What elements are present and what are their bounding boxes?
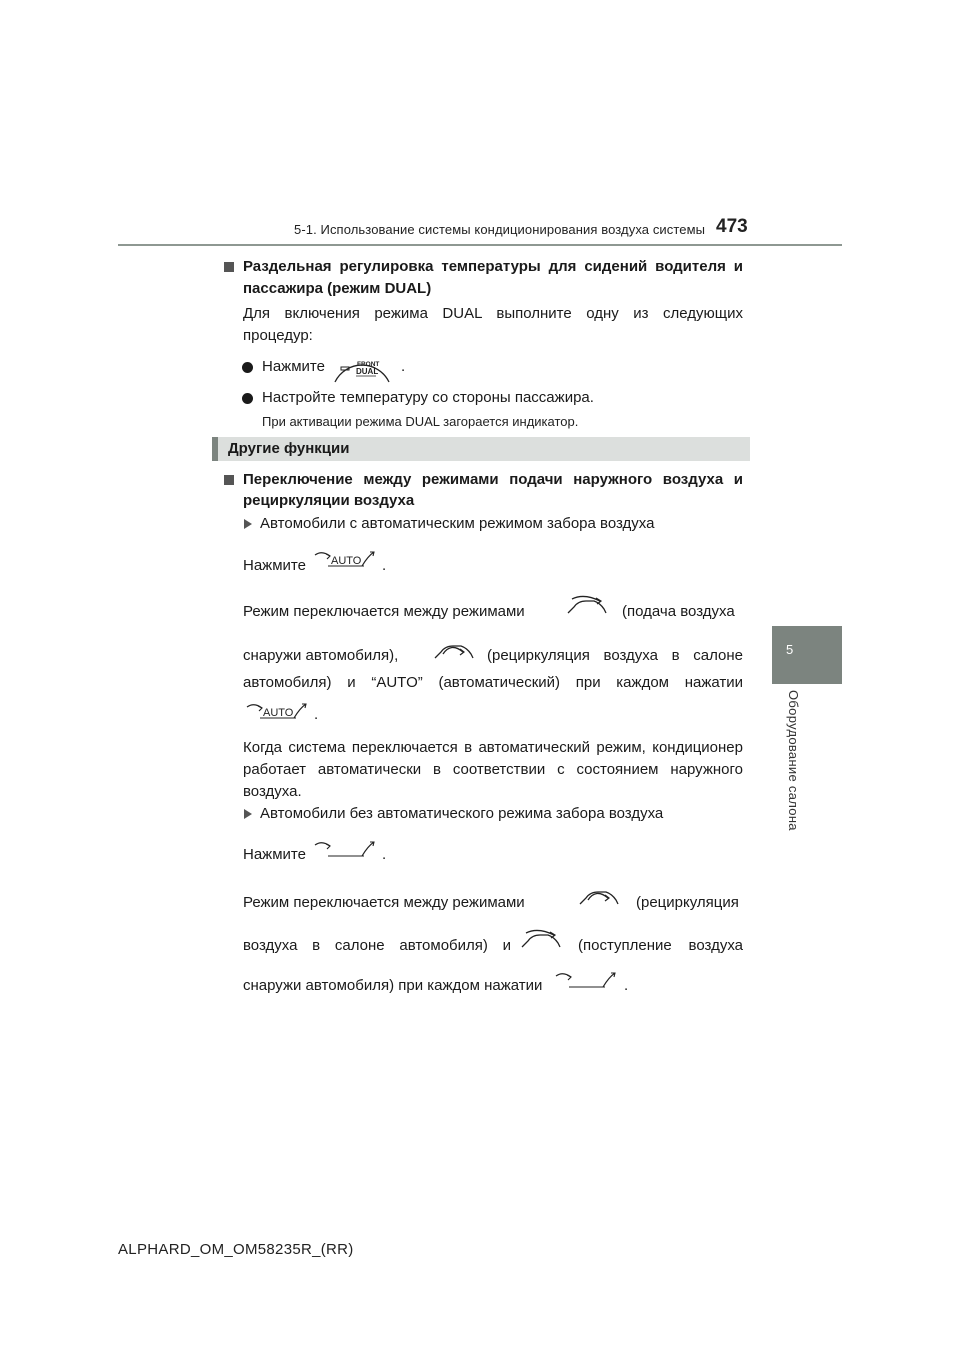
auto-p1-d: (рециркуляция воздуха в салоне <box>487 647 743 664</box>
auto-heading: Автомобили с автоматическим режимом забора воздуха <box>260 515 655 532</box>
auto-p2-line2: работает автоматически в соответствии с состоянием наружного <box>243 761 743 778</box>
auto-p1-e: автомобиля) и “AUTO” (автоматический) при каждом нажатии <box>243 674 743 691</box>
auto-air-button-icon <box>312 548 378 577</box>
auto-p1-c: снаружи автомобиля), <box>243 647 399 664</box>
dual-label: DUAL <box>356 367 379 376</box>
front-dual-button-icon <box>331 349 393 388</box>
page-number: 473 <box>716 216 748 237</box>
dual-note: При активации режима DUAL загорается индикатор. <box>262 414 579 429</box>
air-intake-button-icon <box>312 838 378 867</box>
dual-bullet1-period: . <box>401 358 406 375</box>
manual-p1-f: . <box>624 977 629 994</box>
section-square-marker <box>224 262 234 272</box>
bullet-dot <box>242 393 253 404</box>
dual-intro-line2: процедур: <box>243 327 313 344</box>
air-title-line2: рециркуляции воздуха <box>243 492 415 509</box>
section-title: 5-1. Использование системы кондиционирования воздуха системы <box>294 222 706 237</box>
dual-bullet2: Настройте температуру со стороны пассажира. <box>262 389 594 406</box>
dual-title-line1: Раздельная регулировка температуры для сидений водителя и <box>243 258 743 275</box>
manual-press-period: . <box>382 846 387 863</box>
air-intake-button-icon <box>553 969 619 998</box>
triangle-marker <box>244 809 252 819</box>
manual-p1-a: Режим переключается между режимами <box>243 894 525 911</box>
section-header-bar <box>212 437 750 461</box>
auto-p1-b: (подача воздуха <box>622 603 735 620</box>
dual-intro-line1: Для включения режима DUAL выполните одну из следующих <box>243 305 743 322</box>
outside-air-icon <box>566 591 608 626</box>
auto-label: AUTO <box>331 555 362 567</box>
bullet-dot <box>242 362 253 373</box>
auto-air-button-icon <box>244 700 310 729</box>
triangle-marker <box>244 519 252 529</box>
header-divider <box>118 244 842 246</box>
front-label: FRONT <box>357 361 380 368</box>
chapter-number: 5 <box>786 642 794 657</box>
dual-bullet1 <box>262 357 325 377</box>
air-title-line1: Переключение между режимами подачи наружного воздуха и <box>243 471 743 488</box>
section-square-marker <box>224 475 234 485</box>
press-label: Нажмите <box>262 358 325 375</box>
section-header-title: Другие функции <box>228 440 350 457</box>
manual-p1-c: воздуха в салоне автомобиля) и <box>243 937 511 954</box>
chapter-tab <box>772 626 842 684</box>
recirculation-icon <box>433 636 475 671</box>
auto-p2-line1: Когда система переключается в автоматический режим, кондиционер <box>243 739 743 756</box>
auto-press-prefix: Нажмите <box>243 557 306 574</box>
manual-press-prefix: Нажмите <box>243 846 306 863</box>
chapter-label: Оборудование салона <box>786 690 801 831</box>
auto-p1-a: Режим переключается между режимами <box>243 603 525 620</box>
outside-air-icon <box>520 925 562 960</box>
auto-press-period: . <box>382 557 387 574</box>
manual-p1-d: (поступление воздуха <box>578 937 743 954</box>
manual-heading: Автомобили без автоматического режима забора воздуха <box>260 805 664 822</box>
manual-p1-e: снаружи автомобиля) при каждом нажатии <box>243 977 543 994</box>
auto-label: AUTO <box>263 707 294 719</box>
auto-p2-line3: воздуха. <box>243 783 302 800</box>
manual-p1-b: (рециркуляция <box>636 894 739 911</box>
recirculation-icon <box>578 882 620 917</box>
dual-title-line2: пассажира (режим DUAL) <box>243 280 432 297</box>
auto-p1-f: . <box>314 706 319 723</box>
document-code: ALPHARD_OM_OM58235R_(RR) <box>118 1241 354 1258</box>
